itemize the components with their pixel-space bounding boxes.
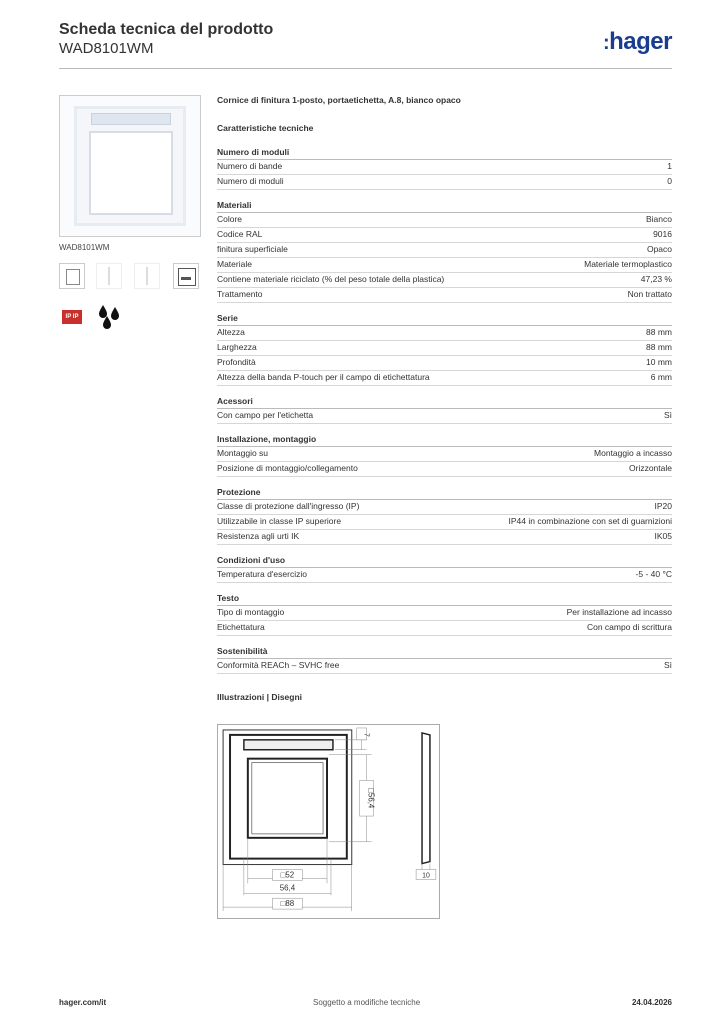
spec-value: Montaggio a incasso — [594, 448, 672, 458]
spec-group-title: Testo — [217, 593, 672, 606]
thumbnail-side-left[interactable] — [96, 263, 122, 289]
spec-label: Resistenza agli urti IK — [217, 531, 300, 541]
spec-label: Contiene materiale riciclato (% del peso totale della plastica) — [217, 274, 445, 284]
thumbnail-drawing[interactable] — [173, 263, 199, 289]
spec-label: Conformità REACh – SVHC free — [217, 660, 340, 670]
dim-opening: □52 — [280, 870, 295, 880]
spec-value: 88 mm — [646, 342, 672, 352]
ip-rating-icon: IP IP — [62, 310, 82, 324]
spec-value: 1 — [667, 161, 672, 171]
spec-value: 6 mm — [650, 372, 672, 382]
spec-group-title: Materiali — [217, 200, 672, 213]
dim-depth: 10 — [422, 872, 430, 880]
product-code-header: WAD8101WM — [59, 40, 154, 57]
spec-row — [217, 659, 672, 674]
spec-row — [217, 621, 672, 636]
spec-value: Con campo di scrittura — [586, 622, 672, 632]
spec-row — [217, 530, 672, 545]
spec-row — [217, 568, 672, 583]
spec-row — [217, 326, 672, 341]
spec-groups — [217, 147, 672, 674]
spec-row — [217, 371, 672, 386]
spec-label: Posizione di montaggio/collegamento — [217, 463, 358, 473]
spec-value: -5 - 40 °C — [635, 569, 672, 579]
spec-value: 10 mm — [646, 357, 672, 367]
illustrations-heading: Illustrazioni | Disegni — [217, 692, 303, 702]
spec-label: Montaggio su — [217, 448, 269, 458]
spec-value: 9016 — [653, 229, 672, 239]
frame-opening — [89, 131, 173, 215]
header-divider — [59, 68, 672, 69]
thumbnail-side-right[interactable] — [134, 263, 160, 289]
dim-inner-height: □56,4 — [366, 788, 376, 809]
spec-label: Numero di moduli — [217, 176, 284, 186]
spec-label: Tipo di montaggio — [217, 607, 285, 617]
spec-label: Altezza della banda P-touch per il campo di etichettatura — [217, 372, 430, 382]
footer-date: 24.04.2026 — [631, 998, 672, 1007]
spec-row — [217, 175, 672, 190]
spec-value: 0 — [667, 176, 672, 186]
dim-label-height: 7 — [362, 732, 370, 737]
spec-label: Profondità — [217, 357, 256, 367]
spec-label: Numero di bande — [217, 161, 283, 171]
footer-site[interactable]: hager.com/it — [59, 998, 107, 1007]
spec-value: IP20 — [654, 501, 672, 511]
product-image-caption: WAD8101WM — [59, 243, 110, 252]
spec-value: 47,23 % — [640, 274, 672, 284]
product-description: Cornice di finitura 1-posto, portaetichetta, A.8, bianco opaco — [217, 95, 461, 105]
spec-value: Materiale termoplastico — [584, 259, 672, 269]
spec-value: Orizzontale — [629, 463, 672, 473]
spec-value: Bianco — [646, 214, 672, 224]
spec-label: Etichettatura — [217, 622, 265, 632]
spec-row — [217, 447, 672, 462]
spec-row — [217, 288, 672, 303]
spec-row — [217, 213, 672, 228]
spec-group-title: Numero di moduli — [217, 147, 672, 160]
spec-row — [217, 273, 672, 288]
spec-value: Opaco — [646, 244, 672, 254]
spec-value: Per installazione ad incasso — [566, 607, 672, 617]
logo-text: hager — [609, 28, 672, 55]
dim-outer: □88 — [280, 899, 295, 909]
spec-group-title: Sostenibilità — [217, 646, 672, 659]
spec-group-title: Protezione — [217, 487, 672, 500]
spec-content — [217, 95, 672, 702]
spec-label: Colore — [217, 214, 243, 224]
spec-row — [217, 500, 672, 515]
spec-group-title: Serie — [217, 313, 672, 326]
logo-mark: : — [602, 32, 610, 54]
hager-logo — [603, 28, 672, 56]
spec-row — [217, 228, 672, 243]
spec-group-title: Installazione, montaggio — [217, 434, 672, 447]
specs-heading: Caratteristiche tecniche — [217, 123, 314, 133]
thumbnail-front[interactable] — [59, 263, 85, 289]
spec-label: Temperatura d'esercizio — [217, 569, 307, 579]
spec-value: Non trattato — [627, 289, 672, 299]
spec-row — [217, 462, 672, 477]
spec-row — [217, 341, 672, 356]
product-image-box — [59, 95, 201, 237]
label-slot — [91, 113, 171, 125]
frame-side-icon — [146, 267, 148, 285]
product-frame-image — [74, 106, 186, 226]
spec-row — [217, 356, 672, 371]
spec-row — [217, 243, 672, 258]
dim-inner-width: 56,4 — [279, 883, 296, 893]
spec-label: Trattamento — [217, 289, 263, 299]
footer-note: Soggetto a modifiche tecniche — [313, 998, 421, 1007]
spec-label: Larghezza — [217, 342, 257, 352]
technical-drawing — [217, 724, 440, 919]
spec-row — [217, 160, 672, 175]
spec-value: Sì — [663, 660, 672, 670]
spec-row — [217, 515, 672, 530]
spec-value: Sì — [663, 410, 672, 420]
spec-value: 88 mm — [646, 327, 672, 337]
page-title: Scheda tecnica del prodotto — [59, 21, 274, 38]
spec-label: Con campo per l'etichetta — [217, 410, 314, 420]
frame-side-icon — [108, 267, 110, 285]
frame-side-view — [416, 733, 436, 880]
spec-group-title: Condizioni d'uso — [217, 555, 672, 568]
frame-front-icon — [66, 269, 80, 285]
spec-group-title: Acessori — [217, 396, 672, 409]
spec-row — [217, 258, 672, 273]
spec-label: Altezza — [217, 327, 245, 337]
frame-front — [230, 735, 347, 859]
spec-row — [217, 606, 672, 621]
water-drops-icon — [96, 303, 122, 329]
spec-label: Materiale — [217, 259, 252, 269]
spec-label: Classe di protezione dall'ingresso (IP) — [217, 501, 360, 511]
spec-label: Utilizzabile in classe IP superiore — [217, 516, 342, 526]
spec-value: IP44 in combinazione con set di guarnizioni — [508, 516, 672, 526]
spec-label: finitura superficiale — [217, 244, 288, 254]
spec-value: IK05 — [654, 531, 672, 541]
spec-row — [217, 409, 672, 424]
spec-label: Codice RAL — [217, 229, 263, 239]
